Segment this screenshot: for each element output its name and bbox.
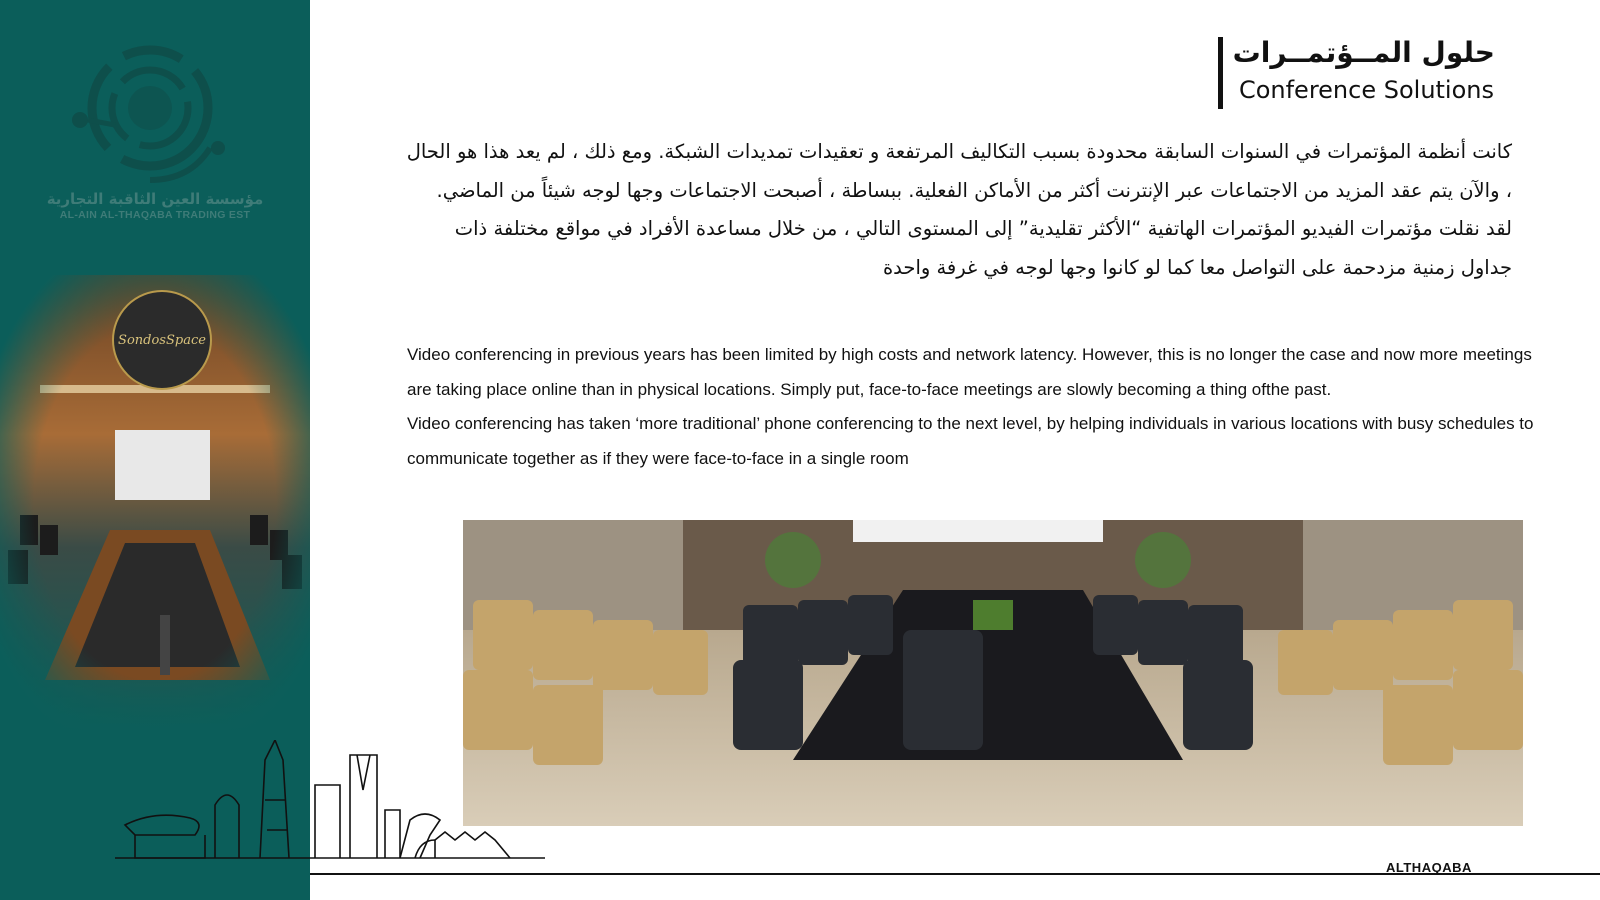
english-paragraph-2: Video conferencing has taken ‘more traditional’ phone conferencing to the next level, by helping individuals in various locations with busy schedules to communicate together as if they were face-to-face in a single room xyxy=(407,414,1534,468)
company-name-arabic: مؤسسة العين الثاقبة التجارية xyxy=(46,190,264,208)
page-title-english: Conference Solutions xyxy=(1238,76,1494,104)
arabic-paragraph-2: لقد نقلت مؤتمرات الفيديو المؤتمرات الهاتفية “الأكثر تقليدية” إلى المستوى التالي ، من خلال مساعدة الأفراد في مواقع مختلفة ذات جداول زمنية مزدحمة على التواصل معا كما لو كانوا وجها لوجه في غرفة واحدة xyxy=(454,217,1512,279)
conference-room-photo xyxy=(463,520,1523,826)
company-name-english: AL-AIN AL-THAQABA TRADING EST xyxy=(59,209,251,221)
title-accent-bar xyxy=(1218,37,1223,109)
sondosspace-badge: SondosSpace xyxy=(112,290,212,390)
english-paragraph-1: Video conferencing in previous years has been limited by high costs and network latency. However, this is no longer the case and now more meetings are taking place online than in physical locations. Simply put, face-to-face meetings are slowly becoming a thing ofthe past. xyxy=(407,345,1532,399)
footer-brand-label: ALTHAQABA xyxy=(1386,860,1472,875)
company-logo-icon xyxy=(60,30,240,210)
arabic-body-text xyxy=(400,133,1512,287)
english-body-text xyxy=(407,338,1547,476)
arabic-paragraph-1: كانت أنظمة المؤتمرات في السنوات السابقة محدودة بسبب التكاليف المرتفعة و تعقيدات تمديدات الشبكة. ومع ذلك ، لم يعد هذا هو الحال ، والآن يتم عقد المزيد من الاجتماعات عبر الإنترنت أكثر من الأماكن الفعلية. ببساطة ، أصبحت الاجتماعات وجها لوجه شيئاً من الماضي. xyxy=(406,140,1512,202)
page-title-arabic: حلول المــؤتمــرات xyxy=(1232,36,1495,69)
city-skyline-illustration xyxy=(115,740,545,880)
